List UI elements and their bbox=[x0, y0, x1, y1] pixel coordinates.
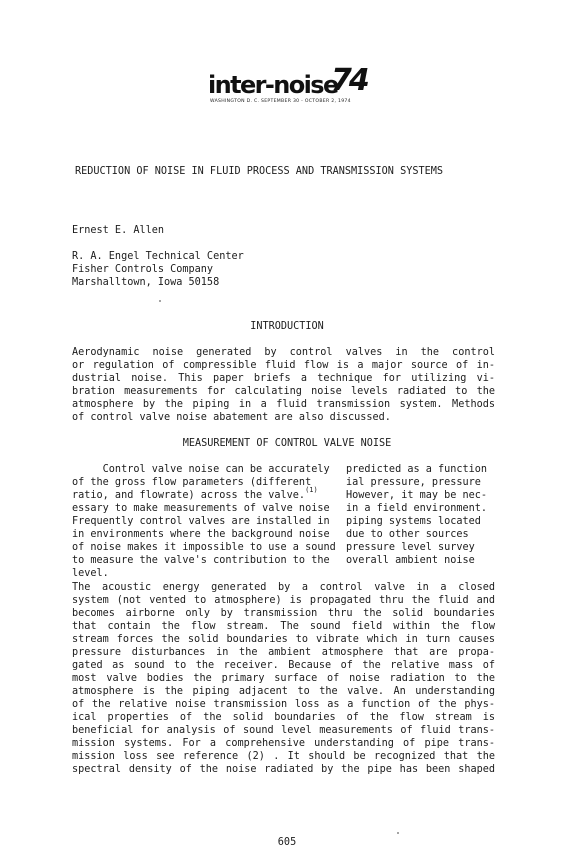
logo-subtitle: WASHINGTON D. C. SEPTEMBER 30 - OCTOBER 2, 1974 bbox=[210, 99, 351, 104]
text-line: piping systems located bbox=[346, 516, 481, 527]
text-line: mission systems. For a comprehensive understanding of pipe trans- bbox=[72, 738, 495, 749]
text-line: The acoustic energy generated by a control valve in a closed bbox=[72, 582, 495, 593]
text-line: spectral density of the noise radiated by the pipe has been shaped bbox=[72, 764, 495, 775]
text-line: gated as sound to the receiver. Because of the relative mass of bbox=[72, 660, 495, 671]
text-line: Frequently control valves are installed in bbox=[72, 516, 330, 527]
logo-wordmark: inter-noise bbox=[208, 71, 338, 99]
text-line: Control valve noise can be accurately bbox=[72, 464, 330, 475]
text-line: essary to make measurements of valve noise bbox=[72, 503, 330, 514]
affiliation-line: Marshalltown, Iowa 50158 bbox=[72, 277, 220, 288]
text-line: predicted as a function bbox=[346, 464, 488, 475]
text-line: in a field environment. bbox=[346, 503, 488, 514]
text-line: most valve bodies the primary surface of noise radiation to the bbox=[72, 673, 495, 684]
text-line: to measure the valve's contribution to the bbox=[72, 555, 330, 566]
text-line: in environments where the background noise bbox=[72, 529, 330, 540]
section-heading-measurement: MEASUREMENT OF CONTROL VALVE NOISE bbox=[182, 438, 392, 449]
scan-speck bbox=[397, 832, 399, 834]
text-line: of noise makes it impossible to use a sound bbox=[72, 542, 336, 553]
page-number: 605 bbox=[277, 837, 297, 848]
text-line: level. bbox=[72, 568, 109, 579]
paper-title: REDUCTION OF NOISE IN FLUID PROCESS AND TRANSMISSION SYSTEMS bbox=[75, 166, 444, 177]
affiliation-line: R. A. Engel Technical Center bbox=[72, 251, 244, 262]
text-line: atmosphere by the piping in a fluid transmission system. Methods bbox=[72, 399, 495, 410]
text-line: ial pressure, pressure bbox=[346, 477, 481, 488]
section-heading-introduction: INTRODUCTION bbox=[250, 321, 324, 332]
text-line: pressure level survey bbox=[346, 542, 475, 553]
affiliation-line: Fisher Controls Company bbox=[72, 264, 214, 275]
text-line: of the relative noise transmission loss as a function of the phys- bbox=[72, 699, 495, 710]
logo-year-number: 74 bbox=[331, 63, 367, 98]
text-line: stream forces the solid boundaries to vibrate which in turn causes bbox=[72, 634, 495, 645]
conference-logo bbox=[208, 63, 378, 112]
text-line: of the gross flow parameters (different bbox=[72, 477, 312, 488]
text-line: becomes airborne only by transmission thru the solid boundaries bbox=[72, 608, 495, 619]
text-line: overall ambient noise bbox=[346, 555, 475, 566]
text-line: or regulation of compressible fluid flow is a major source of in- bbox=[72, 360, 495, 371]
text-line: that contain the flow stream. The sound field within the flow bbox=[72, 621, 495, 632]
text-line: of control valve noise abatement are also discussed. bbox=[72, 412, 391, 423]
text-line: dustrial noise. This paper briefs a technique for utilizing vi- bbox=[72, 373, 495, 384]
reference-superscript: (1) bbox=[305, 486, 318, 494]
text-line: pressure disturbances in the ambient atmosphere that are propa- bbox=[72, 647, 495, 658]
text-line: However, it may be nec- bbox=[346, 490, 488, 501]
text-line: ical properties of the solid boundaries of the flow stream is bbox=[72, 712, 495, 723]
text-line: mission loss see reference (2) . It should be recognized that the bbox=[72, 751, 495, 762]
text-line: atmosphere is the piping adjacent to the valve. An understanding bbox=[72, 686, 495, 697]
text-line: due to other sources bbox=[346, 529, 469, 540]
text-line: bration measurements for calculating noise levels radiated to the bbox=[72, 386, 495, 397]
text-line: system (not vented to atmosphere) is propagated thru the fluid and bbox=[72, 595, 495, 606]
text-line bbox=[72, 486, 318, 503]
scan-speck bbox=[159, 300, 161, 302]
text-fragment: ratio, and flowrate) across the valve. bbox=[72, 490, 306, 501]
text-line: Aerodynamic noise generated by control valves in the control bbox=[72, 347, 495, 358]
author-name: Ernest E. Allen bbox=[72, 225, 165, 236]
text-line: beneficial for analysis of sound level measurements of fluid trans- bbox=[72, 725, 495, 736]
